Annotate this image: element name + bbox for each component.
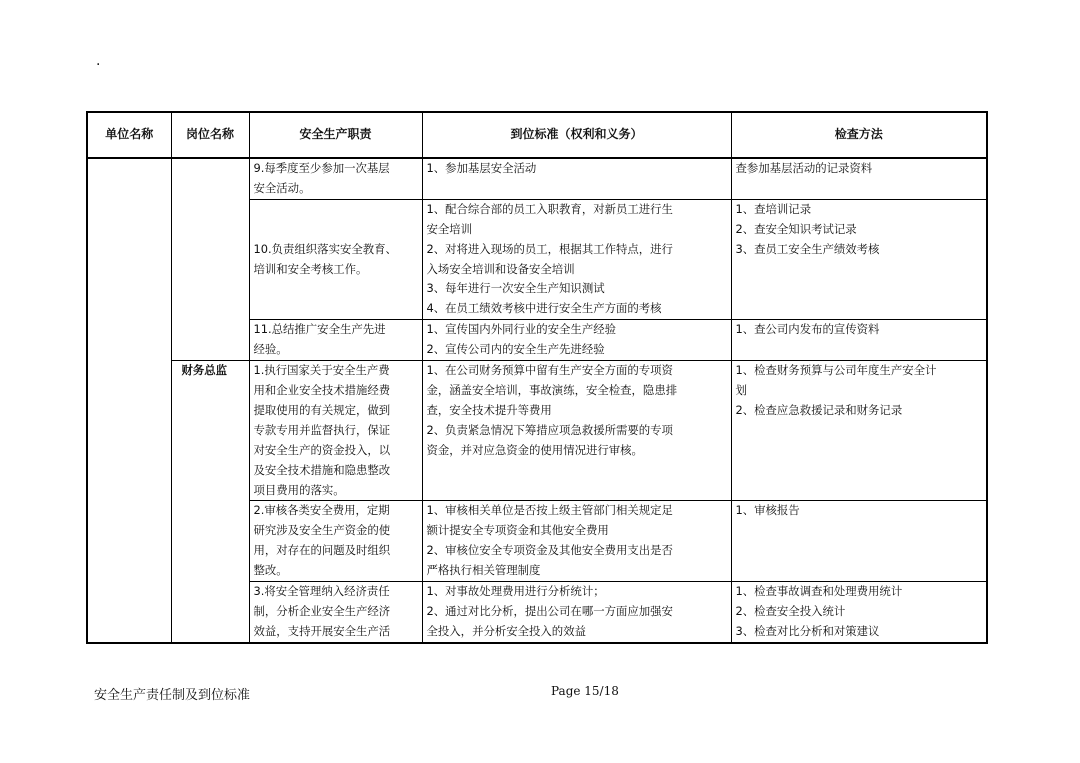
check-line: 1、查公司内发布的宣传资料 (735, 322, 880, 337)
duty-line: 项目费用的落实。 (253, 482, 345, 497)
unit-cell (87, 158, 171, 643)
check-line: 查参加基层活动的记录资料 (735, 161, 873, 175)
check-cell (731, 582, 987, 643)
duty-cell (249, 320, 422, 361)
standard-line: 资金，并对应急资金的使用情况进行审核。 (426, 442, 643, 457)
table-header-row (87, 112, 987, 158)
duty-line: 及安全技术措施和隐患整改 (253, 462, 391, 477)
check-cell (731, 361, 987, 501)
standard-cell (422, 501, 731, 582)
standard-line: 严格执行相关管理制度 (426, 563, 541, 578)
header-standard: 到位标准（权利和义务） (422, 112, 731, 158)
standard-line: 2、审核位安全专项资金及其他安全费用支出是否 (426, 543, 673, 558)
table-row (87, 158, 987, 199)
duty-line: 安全活动。 (253, 180, 311, 195)
position-name: 财务总监 (181, 363, 228, 378)
table-row (87, 361, 987, 501)
duty-line: 用和企业安全技术措施经费 (253, 382, 391, 397)
responsibility-table (86, 111, 988, 644)
standard-line: 查，安全技术提升等费用 (426, 402, 552, 417)
check-line: 1、审核报告 (735, 503, 800, 518)
standard-line: 1、参加基层安全活动 (426, 161, 537, 175)
duty-line: 研究涉及安全生产资金的使 (253, 523, 391, 538)
footer-page-number: Page 15/18 (551, 684, 619, 698)
duty-line: 11.总结推广安全生产先进 (253, 322, 386, 337)
duty-line: 3.将安全管理纳入经济责任 (253, 584, 390, 599)
duty-line: 提取使用的有关规定，做到 (253, 402, 391, 417)
check-line: 2、检查应急救援记录和财务记录 (735, 402, 903, 417)
standard-line: 4、在员工绩效考核中进行安全生产方面的考核 (426, 301, 662, 316)
check-line: 1、检查财务预算与公司年度生产安全计 (735, 363, 937, 378)
duty-cell (249, 582, 422, 643)
standard-line: 2、通过对比分析，提出公司在哪一方面应加强安 (426, 603, 673, 618)
duty-line (254, 220, 418, 240)
duty-line: 整改。 (253, 563, 288, 578)
duty-cell (249, 158, 422, 199)
check-cell (731, 320, 987, 361)
duty-line: 2.审核各类安全费用，定期 (253, 503, 390, 518)
check-line: 3、查员工安全生产绩效考核 (735, 241, 880, 256)
duty-line: 9.每季度至少参加一次基层 (253, 161, 390, 175)
check-line: 1、查培训记录 (735, 201, 812, 216)
standard-cell (422, 582, 731, 643)
standard-line: 金，涵盖安全培训，事故演练，安全检查，隐患排 (426, 382, 678, 397)
header-check: 检查方法 (731, 112, 987, 158)
standard-line: 1、配合综合部的员工入职教育，对新员工进行生 (426, 201, 673, 216)
standard-line: 3、每年进行一次安全生产知识测试 (426, 281, 605, 296)
duty-line: 效益，支持开展安全生产活 (253, 623, 391, 638)
standard-line: 1、审核相关单位是否按上级主管部门相关规定足 (426, 503, 673, 518)
standard-line: 2、负责紧急情况下筹措应项急救援所需要的专项 (426, 422, 673, 437)
duty-cell (249, 361, 422, 501)
duty-line: 培训和安全考核工作。 (253, 261, 368, 276)
standard-line: 2、宣传公司内的安全生产先进经验 (426, 342, 605, 357)
standard-line: 1、在公司财务预算中留有生产安全方面的专项资 (426, 363, 673, 378)
standard-line: 全投入，并分析安全投入的效益 (426, 623, 586, 638)
header-duty: 安全生产职责 (249, 112, 422, 158)
duty-line: 用，对存在的问题及时组织 (253, 543, 391, 558)
standard-line: 1、对事故处理费用进行分析统计； (426, 584, 605, 599)
page-marker: . (96, 53, 101, 69)
standard-line: 入场安全培训和设备安全培训 (426, 261, 575, 276)
standard-cell (422, 158, 731, 199)
header-position: 岗位名称 (171, 112, 249, 158)
check-cell (731, 158, 987, 199)
standard-line: 安全培训 (426, 221, 473, 236)
check-line: 3、检查对比分析和对策建议 (735, 623, 880, 638)
footer-title: 安全生产责任制及到位标准 (94, 688, 251, 703)
position-cell (171, 361, 249, 643)
duty-line (254, 200, 418, 220)
duty-line: 1.执行国家关于安全生产费 (253, 363, 390, 378)
position-cell (171, 158, 249, 361)
duty-line: 专款专用并监督执行，保证 (253, 422, 391, 437)
standard-cell (422, 320, 731, 361)
check-line: 2、检查安全投入统计 (735, 603, 846, 618)
standard-cell (422, 361, 731, 501)
standard-cell (422, 199, 731, 319)
duty-line: 10.负责组织落实安全教育、 (253, 241, 397, 256)
standard-line: 额计提安全专项资金和其他安全费用 (426, 523, 609, 538)
standard-line: 2、对将进入现场的员工，根据其工作特点，进行 (426, 241, 673, 256)
check-line: 划 (735, 382, 747, 397)
check-line: 2、查安全知识考试记录 (735, 221, 857, 236)
duty-cell (249, 199, 422, 319)
check-cell (731, 501, 987, 582)
duty-line: 经验。 (253, 342, 288, 357)
header-unit: 单位名称 (87, 112, 171, 158)
check-cell (731, 199, 987, 319)
standard-line: 1、宣传国内外同行业的安全生产经验 (426, 322, 616, 337)
duty-line: 制，分析企业安全生产经济 (253, 603, 391, 618)
duty-cell (249, 501, 422, 582)
check-line: 1、检查事故调查和处理费用统计 (735, 584, 903, 599)
duty-line: 对安全生产的资金投入，以 (253, 442, 391, 457)
